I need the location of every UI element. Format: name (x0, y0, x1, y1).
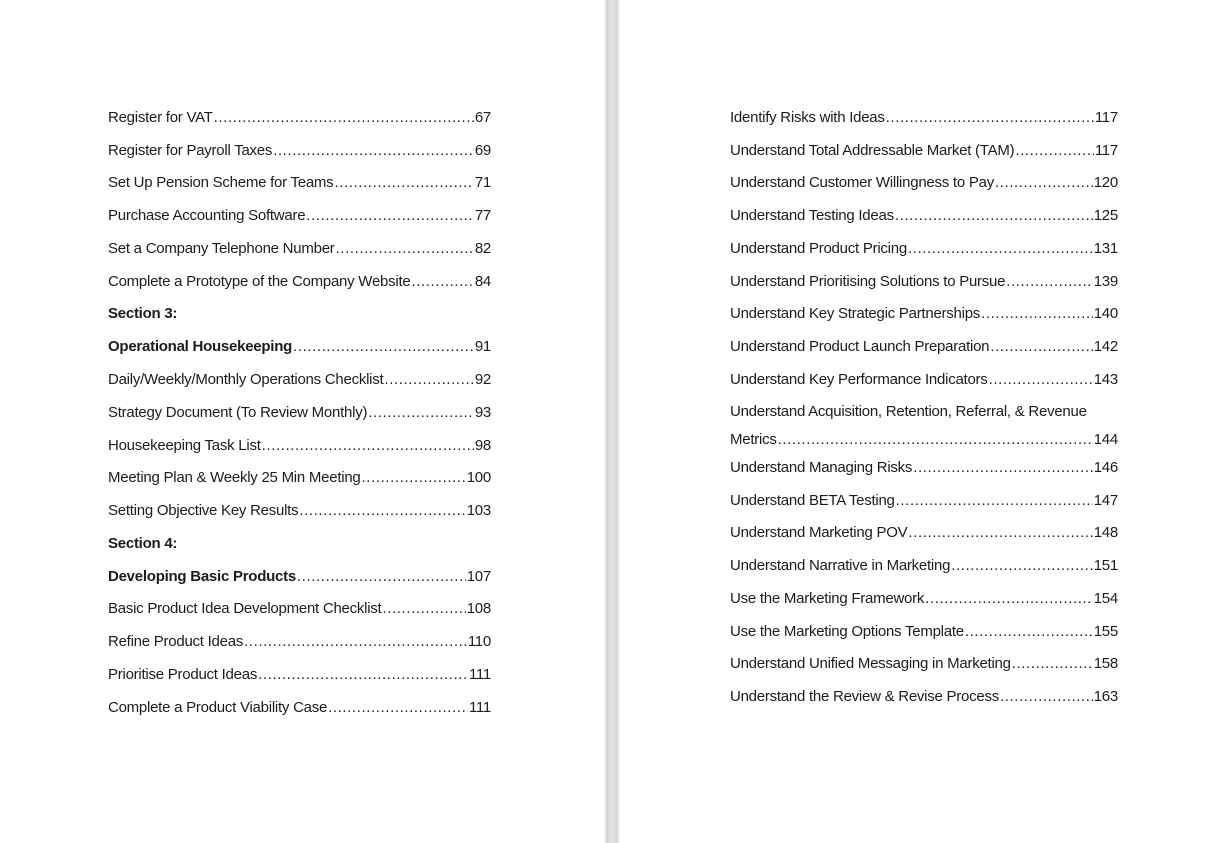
toc-entry (108, 494, 491, 527)
toc-entry-label: Operational Housekeeping (108, 338, 293, 356)
toc-leader-dots (368, 404, 474, 421)
toc-page-number: 69 (474, 141, 491, 159)
toc-leader-dots (886, 109, 1094, 126)
toc-leader-dots (262, 437, 474, 454)
toc-page-number: 131 (1093, 239, 1118, 257)
toc-leader-dots (299, 502, 465, 519)
toc-page-number: 117 (1094, 108, 1118, 126)
toc-entry-label: Setting Objective Key Results (108, 502, 299, 520)
toc-entry-label: Register for VAT (108, 108, 213, 126)
toc-page-number: 84 (474, 272, 491, 290)
toc-page-number: 147 (1093, 491, 1118, 509)
toc-entry (108, 461, 491, 494)
toc-leader-dots (989, 371, 1093, 388)
toc-entry (730, 647, 1118, 680)
toc-page-number: 100 (466, 469, 491, 487)
toc-leader-dots (306, 207, 474, 224)
toc-entry-label: Complete a Prototype of the Company Website (108, 272, 411, 290)
toc-entry (730, 396, 1118, 451)
toc-entry (108, 658, 491, 691)
toc-entry-label: Developing Basic Products (108, 567, 296, 585)
toc-page-left (108, 101, 491, 724)
toc-entry (108, 396, 491, 429)
toc-leader-dots (384, 371, 473, 388)
toc-entry-label: Understand Product Launch Preparation (730, 338, 990, 356)
toc-page-number: 139 (1093, 272, 1118, 290)
toc-leader-dots (293, 338, 474, 355)
toc-leader-dots (328, 699, 468, 716)
toc-leader-dots (382, 600, 465, 617)
toc-entry (730, 451, 1118, 484)
toc-entry (730, 265, 1118, 298)
toc-entry (108, 363, 491, 396)
toc-entry (730, 615, 1118, 648)
toc-entry-label: Understand Total Addressable Market (TAM) (730, 141, 1015, 159)
toc-entry-line1 (730, 396, 1118, 428)
toc-entry-label: Section 3: (108, 305, 178, 323)
toc-page-number: 142 (1093, 338, 1118, 356)
toc-entry (730, 101, 1118, 134)
toc-page-number: 110 (467, 633, 491, 651)
toc-page-number: 125 (1093, 207, 1118, 225)
toc-page-number: 146 (1093, 458, 1118, 476)
toc-entry (108, 167, 491, 200)
toc-page-number: 92 (474, 371, 491, 388)
toc-entry-label: Housekeeping Task List (108, 436, 261, 454)
toc-leader-dots (895, 207, 1093, 224)
toc-entry-label: Set Up Pension Scheme for Teams (108, 174, 334, 192)
toc-page-number: 155 (1093, 622, 1118, 640)
toc-page-number: 108 (466, 600, 491, 618)
toc-entry-label-continued: Metrics (730, 430, 777, 448)
toc-leader-dots (411, 273, 473, 290)
toc-entry (108, 691, 491, 724)
toc-entry (730, 363, 1118, 396)
toc-entry (108, 134, 491, 167)
toc-page-number: 111 (468, 698, 491, 716)
toc-leader-dots (925, 590, 1093, 607)
toc-entry-label: Understand Managing Risks (730, 458, 913, 476)
toc-entry-label: Purchase Accounting Software (108, 207, 306, 225)
toc-page-number: 71 (474, 174, 491, 192)
toc-entry (108, 101, 491, 134)
toc-entry (730, 516, 1118, 549)
toc-page-number: 151 (1093, 557, 1118, 575)
toc-entry-label: Identify Risks with Ideas (730, 108, 885, 126)
toc-entry-label: Use the Marketing Framework (730, 589, 925, 607)
toc-page-number: 117 (1094, 141, 1118, 159)
toc-leader-dots (334, 174, 473, 191)
toc-entry-label: Understand Testing Ideas (730, 207, 894, 225)
toc-leader-dots (981, 305, 1093, 322)
toc-leader-dots (1000, 688, 1093, 705)
toc-entry (108, 330, 491, 363)
toc-page-number: 163 (1093, 688, 1118, 706)
toc-entry (730, 232, 1118, 265)
toc-entry (730, 484, 1118, 517)
toc-leader-dots (913, 459, 1093, 476)
toc-entry (108, 199, 491, 232)
toc-entry (730, 134, 1118, 167)
toc-entry-label: Understand Marketing POV (730, 524, 908, 542)
toc-page-number: 111 (468, 665, 491, 683)
toc-entry (108, 625, 491, 658)
toc-leader-dots (273, 142, 474, 159)
toc-entry-label: Register for Payroll Taxes (108, 141, 273, 159)
toc-entry (730, 199, 1118, 232)
toc-entry-label: Meeting Plan & Weekly 25 Min Meeting (108, 469, 361, 487)
toc-page-number: 158 (1093, 655, 1118, 673)
toc-page-number: 140 (1093, 305, 1118, 323)
toc-leader-dots (1006, 273, 1092, 290)
toc-entry (730, 549, 1118, 582)
toc-section-heading (108, 527, 491, 560)
toc-entry-label: Understand Product Pricing (730, 239, 907, 257)
toc-leader-dots (951, 557, 1093, 574)
toc-page-number: 93 (474, 403, 491, 421)
toc-entry-label: Section 4: (108, 534, 178, 552)
toc-leader-dots (244, 633, 467, 650)
toc-entry-label: Refine Product Ideas (108, 633, 244, 651)
toc-leader-dots (995, 174, 1093, 191)
toc-entry (730, 582, 1118, 615)
toc-entry (108, 560, 491, 593)
toc-entry (108, 265, 491, 298)
toc-entry-label: Understand Key Strategic Partnerships (730, 305, 981, 323)
toc-section-heading (108, 298, 491, 331)
toc-leader-dots (297, 568, 466, 585)
toc-entry (108, 232, 491, 265)
toc-entry-label: Understand BETA Testing (730, 491, 895, 509)
toc-page-number: 120 (1093, 174, 1118, 192)
toc-entry-label: Understand Narrative in Marketing (730, 557, 951, 575)
toc-page-number: 154 (1093, 589, 1118, 607)
toc-page-number: 107 (466, 567, 491, 585)
toc-page-number: 103 (466, 502, 491, 520)
toc-entry-label: Use the Marketing Options Template (730, 622, 964, 640)
toc-entry-line2 (730, 428, 1118, 451)
toc-entry (730, 680, 1118, 713)
toc-leader-dots (896, 492, 1093, 509)
toc-leader-dots (908, 240, 1093, 257)
page-gutter-divider (604, 0, 620, 843)
toc-entry-label: Complete a Product Viability Case (108, 698, 328, 716)
toc-page-number: 143 (1093, 371, 1118, 388)
toc-entry (730, 167, 1118, 200)
toc-entry-label: Daily/Weekly/Monthly Operations Checklist (108, 371, 384, 388)
toc-page-number: 98 (474, 436, 491, 454)
toc-leader-dots (778, 431, 1093, 448)
toc-leader-dots (965, 623, 1093, 640)
toc-leader-dots (362, 469, 466, 486)
toc-entry-label: Understand Key Performance Indicators (730, 371, 988, 388)
toc-page-right (730, 101, 1118, 713)
toc-entry-label: Understand Customer Willingness to Pay (730, 174, 994, 192)
toc-leader-dots (908, 524, 1092, 541)
toc-entry-label: Understand Acquisition, Retention, Referral, & Revenue (730, 403, 1087, 421)
toc-entry (730, 330, 1118, 363)
toc-entry-label: Set a Company Telephone Number (108, 239, 335, 257)
toc-entry (108, 592, 491, 625)
toc-page-number: 67 (474, 108, 491, 126)
toc-leader-dots (1015, 142, 1094, 159)
toc-entry (108, 429, 491, 462)
toc-leader-dots (214, 109, 474, 126)
toc-page-number: 91 (474, 338, 491, 356)
toc-entry-label: Basic Product Idea Development Checklist (108, 600, 382, 618)
toc-leader-dots (336, 240, 474, 257)
toc-page-number: 77 (474, 207, 491, 225)
toc-entry-label: Strategy Document (To Review Monthly) (108, 403, 368, 421)
toc-entry (730, 298, 1118, 331)
toc-page-number: 82 (474, 239, 491, 257)
toc-page-number: 144 (1093, 430, 1118, 448)
toc-entry-label: Understand Prioritising Solutions to Pursue (730, 272, 1006, 290)
toc-leader-dots (1012, 655, 1093, 672)
toc-leader-dots (258, 666, 468, 683)
toc-entry-label: Prioritise Product Ideas (108, 665, 258, 683)
toc-leader-dots (990, 338, 1092, 355)
toc-page-number: 148 (1093, 524, 1118, 542)
toc-entry-label: Understand Unified Messaging in Marketing (730, 655, 1011, 673)
toc-entry-label: Understand the Review & Revise Process (730, 688, 999, 706)
